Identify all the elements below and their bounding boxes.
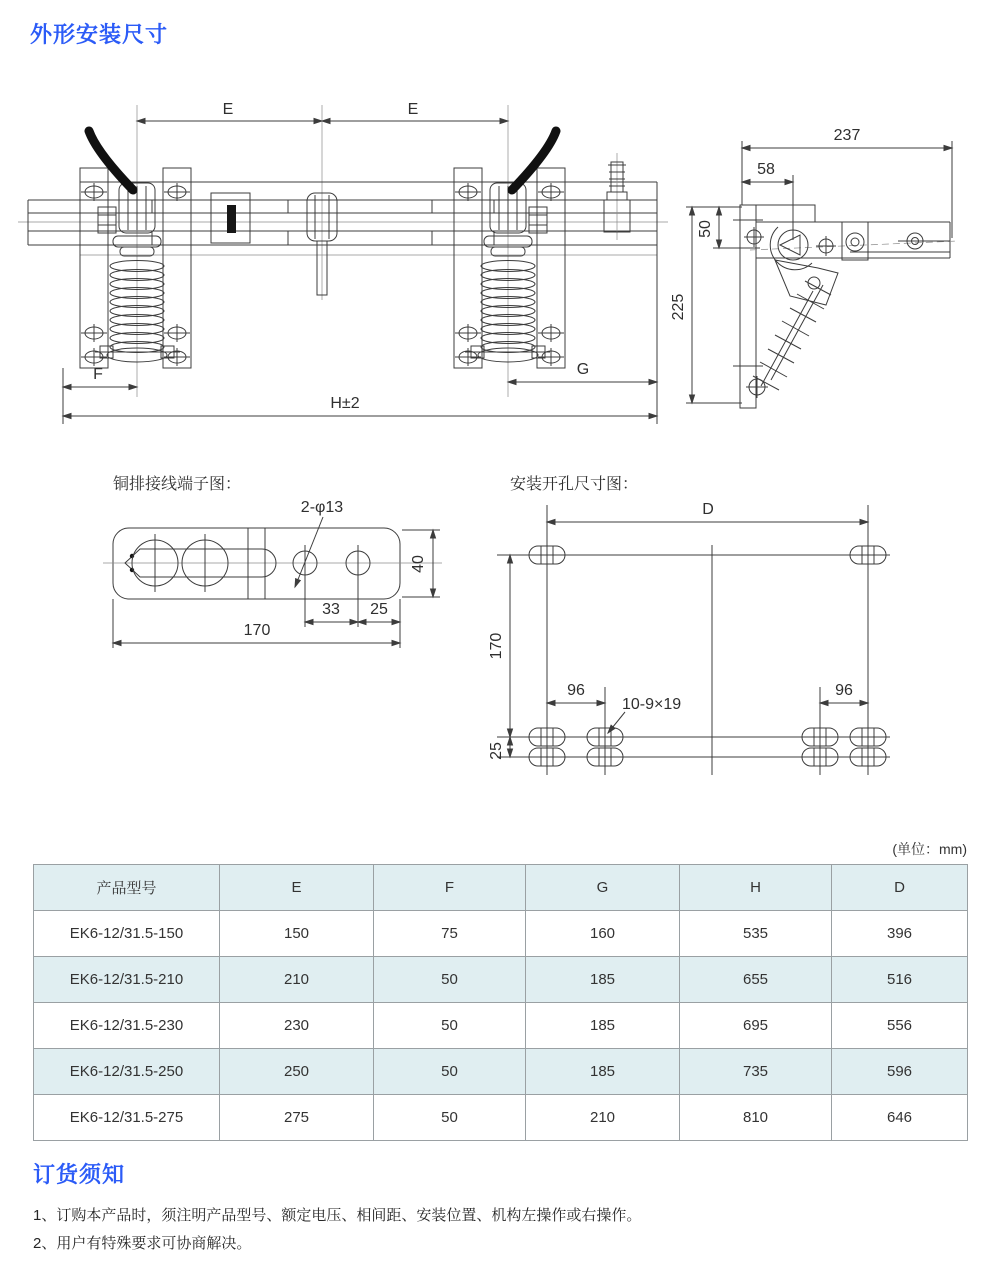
col-header-model: 产品型号 [34,865,220,911]
terminal-dimensions [113,499,440,648]
col-header-g: G [526,865,680,911]
cell-f: 50 [374,1049,526,1095]
cell-g: 210 [526,1095,680,1141]
terminal-diagram-label: 铜排接线端子图： [113,476,242,493]
dim-label-237: 237 [833,127,861,144]
cell-e: 230 [220,1003,374,1049]
table-row [34,1049,968,1095]
mounting-diagram-label: 安装开孔尺寸图： [510,476,639,493]
dim-label-40: 40 [410,555,427,573]
tilted-insulator [746,281,831,398]
pivot-mechanism [744,222,950,305]
cell-f: 50 [374,1095,526,1141]
dim-label-f: F [93,366,103,383]
dim-label-h: H±2 [330,395,360,412]
table-row [34,1095,968,1141]
dim-label-50: 50 [697,220,714,238]
cell-model: EK6-12/31.5-275 [34,1095,220,1141]
cell-e: 275 [220,1095,374,1141]
cell-g: 185 [526,1003,680,1049]
dim-label-e2: E [407,101,419,118]
cell-h: 810 [680,1095,832,1141]
left-insulator-assembly [80,131,191,368]
col-header-f: F [374,865,526,911]
order-note-1: 1、订购本产品时，须注明产品型号、额定电压、相间距、安装位置、机构左操作或右操作。 [33,1207,642,1224]
dim-label-2phi13: 2-φ13 [300,499,344,516]
dimension-table [33,864,968,1141]
table-header-row [34,865,968,911]
dim-label-96-left: 96 [567,682,585,699]
order-notes-title: 订货须知 [33,1162,126,1187]
side-view-dimensions [670,127,952,403]
cell-f: 75 [374,911,526,957]
cell-model: EK6-12/31.5-210 [34,957,220,1003]
dim-label-170m: 170 [488,632,505,660]
cell-d: 556 [832,1003,968,1049]
dim-label-g: G [576,361,590,378]
cell-model: EK6-12/31.5-150 [34,911,220,957]
cell-g: 185 [526,1049,680,1095]
side-view-drawing [670,127,958,408]
cell-h: 735 [680,1049,832,1095]
cell-h: 655 [680,957,832,1003]
col-header-d: D [832,865,968,911]
mounting-hole-diagram [488,475,890,775]
front-view-dimensions [63,101,657,424]
cell-model: EK6-12/31.5-230 [34,1003,220,1049]
order-notes [33,1202,641,1258]
cell-h: 695 [680,1003,832,1049]
order-note-2: 2、用户有特殊要求可协商解决。 [33,1235,252,1252]
cell-d: 646 [832,1095,968,1141]
cell-e: 210 [220,957,374,1003]
dim-label-d: D [702,501,714,518]
dim-label-96-right: 96 [835,682,853,699]
page-title: 外形安装尺寸 [30,22,169,47]
front-view-drawing [18,101,668,424]
cell-f: 50 [374,957,526,1003]
dim-label-170t: 170 [243,622,271,639]
col-header-h: H [680,865,832,911]
dim-label-e1: E [222,101,234,118]
mounting-slots [529,546,886,766]
cell-e: 150 [220,911,374,957]
dim-label-slots: 10-9×19 [622,696,682,713]
dim-label-225: 225 [670,293,687,321]
cell-e: 250 [220,1049,374,1095]
unit-note: (单位：mm) [892,841,967,857]
cell-d: 596 [832,1049,968,1095]
cell-g: 185 [526,957,680,1003]
mounting-dimensions [488,501,868,760]
terminal-diagram [103,475,442,648]
cell-d: 396 [832,911,968,957]
cell-d: 516 [832,957,968,1003]
right-insulator-assembly [454,131,565,368]
dim-label-33: 33 [322,601,340,618]
table-row [34,1003,968,1049]
cell-g: 160 [526,911,680,957]
cell-model: EK6-12/31.5-250 [34,1049,220,1095]
cell-h: 535 [680,911,832,957]
table-row [34,957,968,1003]
table-row [34,911,968,957]
dim-label-25m: 25 [488,742,505,760]
dim-label-58: 58 [757,161,775,178]
dim-label-25t: 25 [370,601,388,618]
end-bolt [604,153,630,240]
cell-f: 50 [374,1003,526,1049]
col-header-e: E [220,865,374,911]
